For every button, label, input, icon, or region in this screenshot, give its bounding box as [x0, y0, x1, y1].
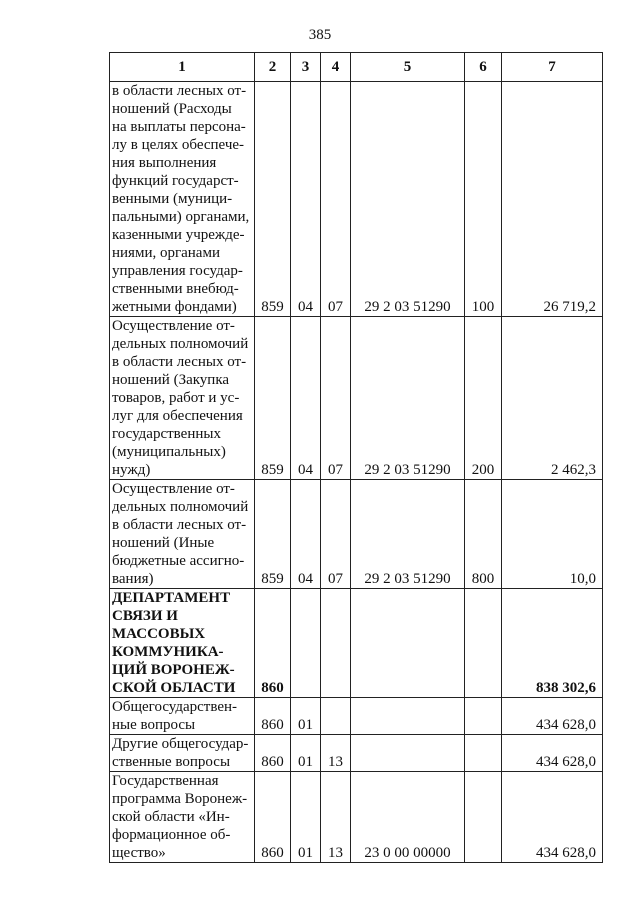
row-section-cell	[291, 589, 321, 698]
row-code-cell: 859	[255, 317, 291, 480]
row-name-cell: Осуществление от- дельных полномочий в области лесных от- ношений (Иные бюджетные ассигно- вания)	[110, 480, 255, 589]
table-body	[110, 82, 603, 863]
row-expense-type-cell	[465, 698, 502, 735]
row-target-article-cell	[351, 589, 465, 698]
row-expense-type-cell: 800	[465, 480, 502, 589]
row-amount-cell: 434 628,0	[502, 735, 603, 772]
table-row	[110, 82, 603, 317]
row-name-cell: Другие общегосудар- ственные вопросы	[110, 735, 255, 772]
row-amount-cell: 434 628,0	[502, 772, 603, 863]
page-number: 385	[308, 27, 332, 43]
table-row	[110, 735, 603, 772]
row-expense-type-cell	[465, 772, 502, 863]
row-code-cell: 860	[255, 735, 291, 772]
row-name-cell: Общегосударствен- ные вопросы	[110, 698, 255, 735]
header-cell-6: 6	[465, 53, 502, 82]
row-expense-type-cell: 100	[465, 82, 502, 317]
row-target-article-cell: 29 2 03 51290	[351, 480, 465, 589]
header-cell-2: 2	[255, 53, 291, 82]
row-amount-cell: 26 719,2	[502, 82, 603, 317]
row-name-cell: в области лесных от- ношений (Расходы на выплаты персона- лу в целях обеспече- ния выполнения функций государст- венными (муници- пальными) органами, казенными учрежде- ниями, органами управления государ- ственными внебюд- жетными фондами)	[110, 82, 255, 317]
header-cell-3: 3	[291, 53, 321, 82]
table-row	[110, 480, 603, 589]
table-header	[110, 53, 603, 82]
row-subsection-cell	[321, 589, 351, 698]
row-code-cell: 860	[255, 698, 291, 735]
row-amount-cell: 838 302,6	[502, 589, 603, 698]
row-name-cell: Осуществление от- дельных полномочий в области лесных от- ношений (Закупка товаров, работ и ус- луг для обеспечения государственных (муниципальных) нужд)	[110, 317, 255, 480]
table-row	[110, 698, 603, 735]
table-row	[110, 317, 603, 480]
row-section-cell: 04	[291, 317, 321, 480]
row-expense-type-cell	[465, 589, 502, 698]
row-subsection-cell: 07	[321, 317, 351, 480]
row-subsection-cell: 07	[321, 82, 351, 317]
row-target-article-cell: 29 2 03 51290	[351, 82, 465, 317]
row-section-cell: 01	[291, 772, 321, 863]
row-target-article-cell: 29 2 03 51290	[351, 317, 465, 480]
row-section-cell: 01	[291, 698, 321, 735]
table-row	[110, 589, 603, 698]
row-section-cell: 01	[291, 735, 321, 772]
row-expense-type-cell	[465, 735, 502, 772]
budget-table	[109, 52, 603, 863]
row-name-cell: Государственная программа Воронеж- ской области «Ин- формационное об- щество»	[110, 772, 255, 863]
row-expense-type-cell: 200	[465, 317, 502, 480]
header-cell-7: 7	[502, 53, 603, 82]
row-subsection-cell: 13	[321, 735, 351, 772]
header-cell-1: 1	[110, 53, 255, 82]
row-code-cell: 859	[255, 82, 291, 317]
row-code-cell: 860	[255, 589, 291, 698]
row-amount-cell: 10,0	[502, 480, 603, 589]
row-code-cell: 859	[255, 480, 291, 589]
row-section-cell: 04	[291, 480, 321, 589]
row-amount-cell: 2 462,3	[502, 317, 603, 480]
row-target-article-cell	[351, 698, 465, 735]
row-target-article-cell: 23 0 00 00000	[351, 772, 465, 863]
table-row	[110, 772, 603, 863]
header-row	[110, 53, 603, 82]
header-cell-4: 4	[321, 53, 351, 82]
header-cell-5: 5	[351, 53, 465, 82]
row-code-cell: 860	[255, 772, 291, 863]
row-subsection-cell: 13	[321, 772, 351, 863]
row-subsection-cell	[321, 698, 351, 735]
row-amount-cell: 434 628,0	[502, 698, 603, 735]
row-section-cell: 04	[291, 82, 321, 317]
row-name-cell: ДЕПАРТАМЕНТ СВЯЗИ И МАССОВЫХ КОММУНИКА- ЦИЙ ВОРОНЕЖ- СКОЙ ОБЛАСТИ	[110, 589, 255, 698]
row-target-article-cell	[351, 735, 465, 772]
row-subsection-cell: 07	[321, 480, 351, 589]
